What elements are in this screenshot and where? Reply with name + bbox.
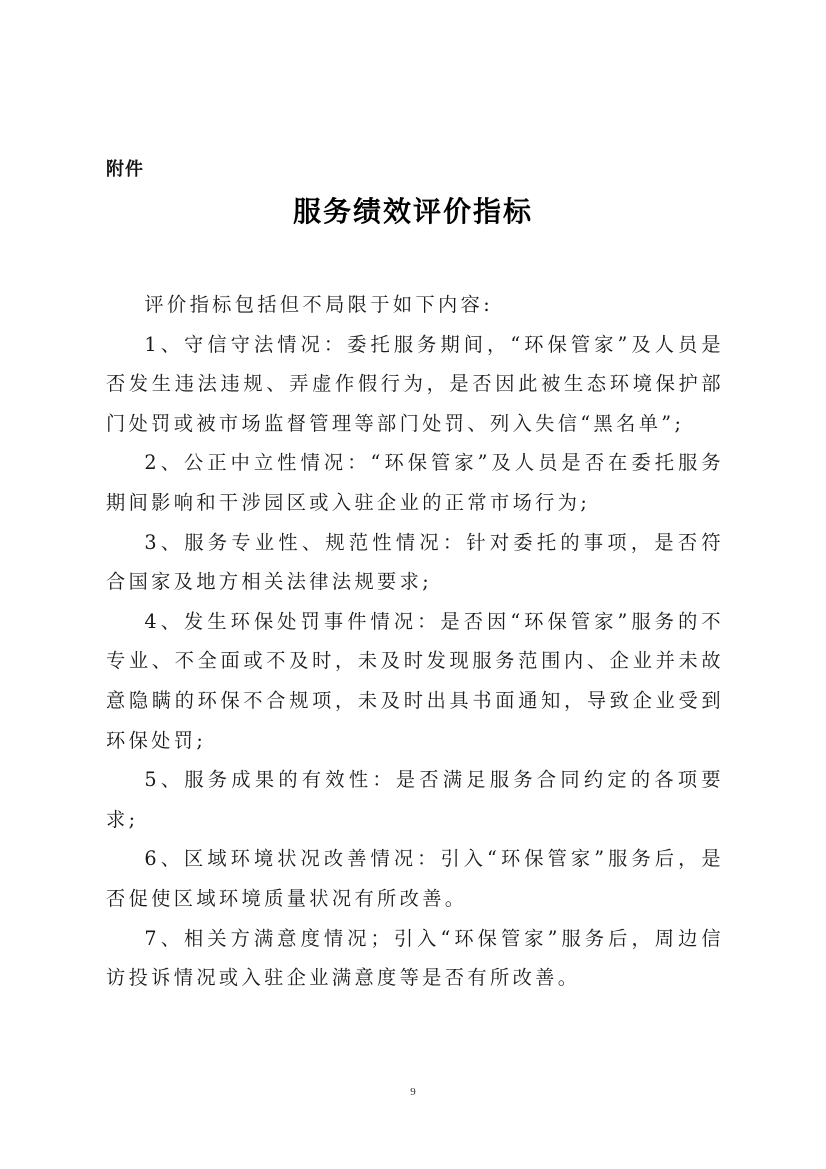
criterion-item-4: 4、发生环保处罚事件情况：是否因“环保管家”服务的不专业、不全面或不及时，未及时发现服务范围内、企业并未故意隐瞒的环保不合规项，未及时出具书面通知，导致企业受到环保处罚; (106, 609, 724, 752)
criterion-item-6: 6、区域环境状况改善情况：引入“环保管家”服务后，是否促使区域环境质量状况有所改善。 (106, 847, 724, 910)
criterion-item-1: 1、守信守法情况：委托服务期间，“环保管家”及人员是否发生违法违规、弄虚作假行为，是否因此被生态环境保护部门处罚或被市场监督管理等部门处罚、列入失信“黑名单”; (106, 332, 724, 435)
intro-paragraph: 评价指标包括但不局限于如下内容: (144, 293, 494, 316)
page-number: 9 (410, 1086, 416, 1098)
document-title: 服务绩效评价指标 (292, 195, 533, 228)
document-body (106, 285, 724, 998)
criterion-item-5: 5、服务成果的有效性：是否满足服务合同约定的各项要求; (106, 768, 724, 831)
attachment-label: 附件 (106, 159, 144, 180)
criterion-item-2: 2、公正中立性情况：“环保管家”及人员是否在委托服务期间影响和干涉园区或入驻企业的正常市场行为; (106, 451, 724, 514)
criterion-item-7: 7、相关方满意度情况；引入“环保管家”服务后，周边信访投诉情况或入驻企业满意度等是否有所改善。 (106, 926, 724, 990)
criterion-item-3: 3、服务专业性、规范性情况：针对委托的事项，是否符合国家及地方相关法律法规要求; (106, 530, 724, 594)
